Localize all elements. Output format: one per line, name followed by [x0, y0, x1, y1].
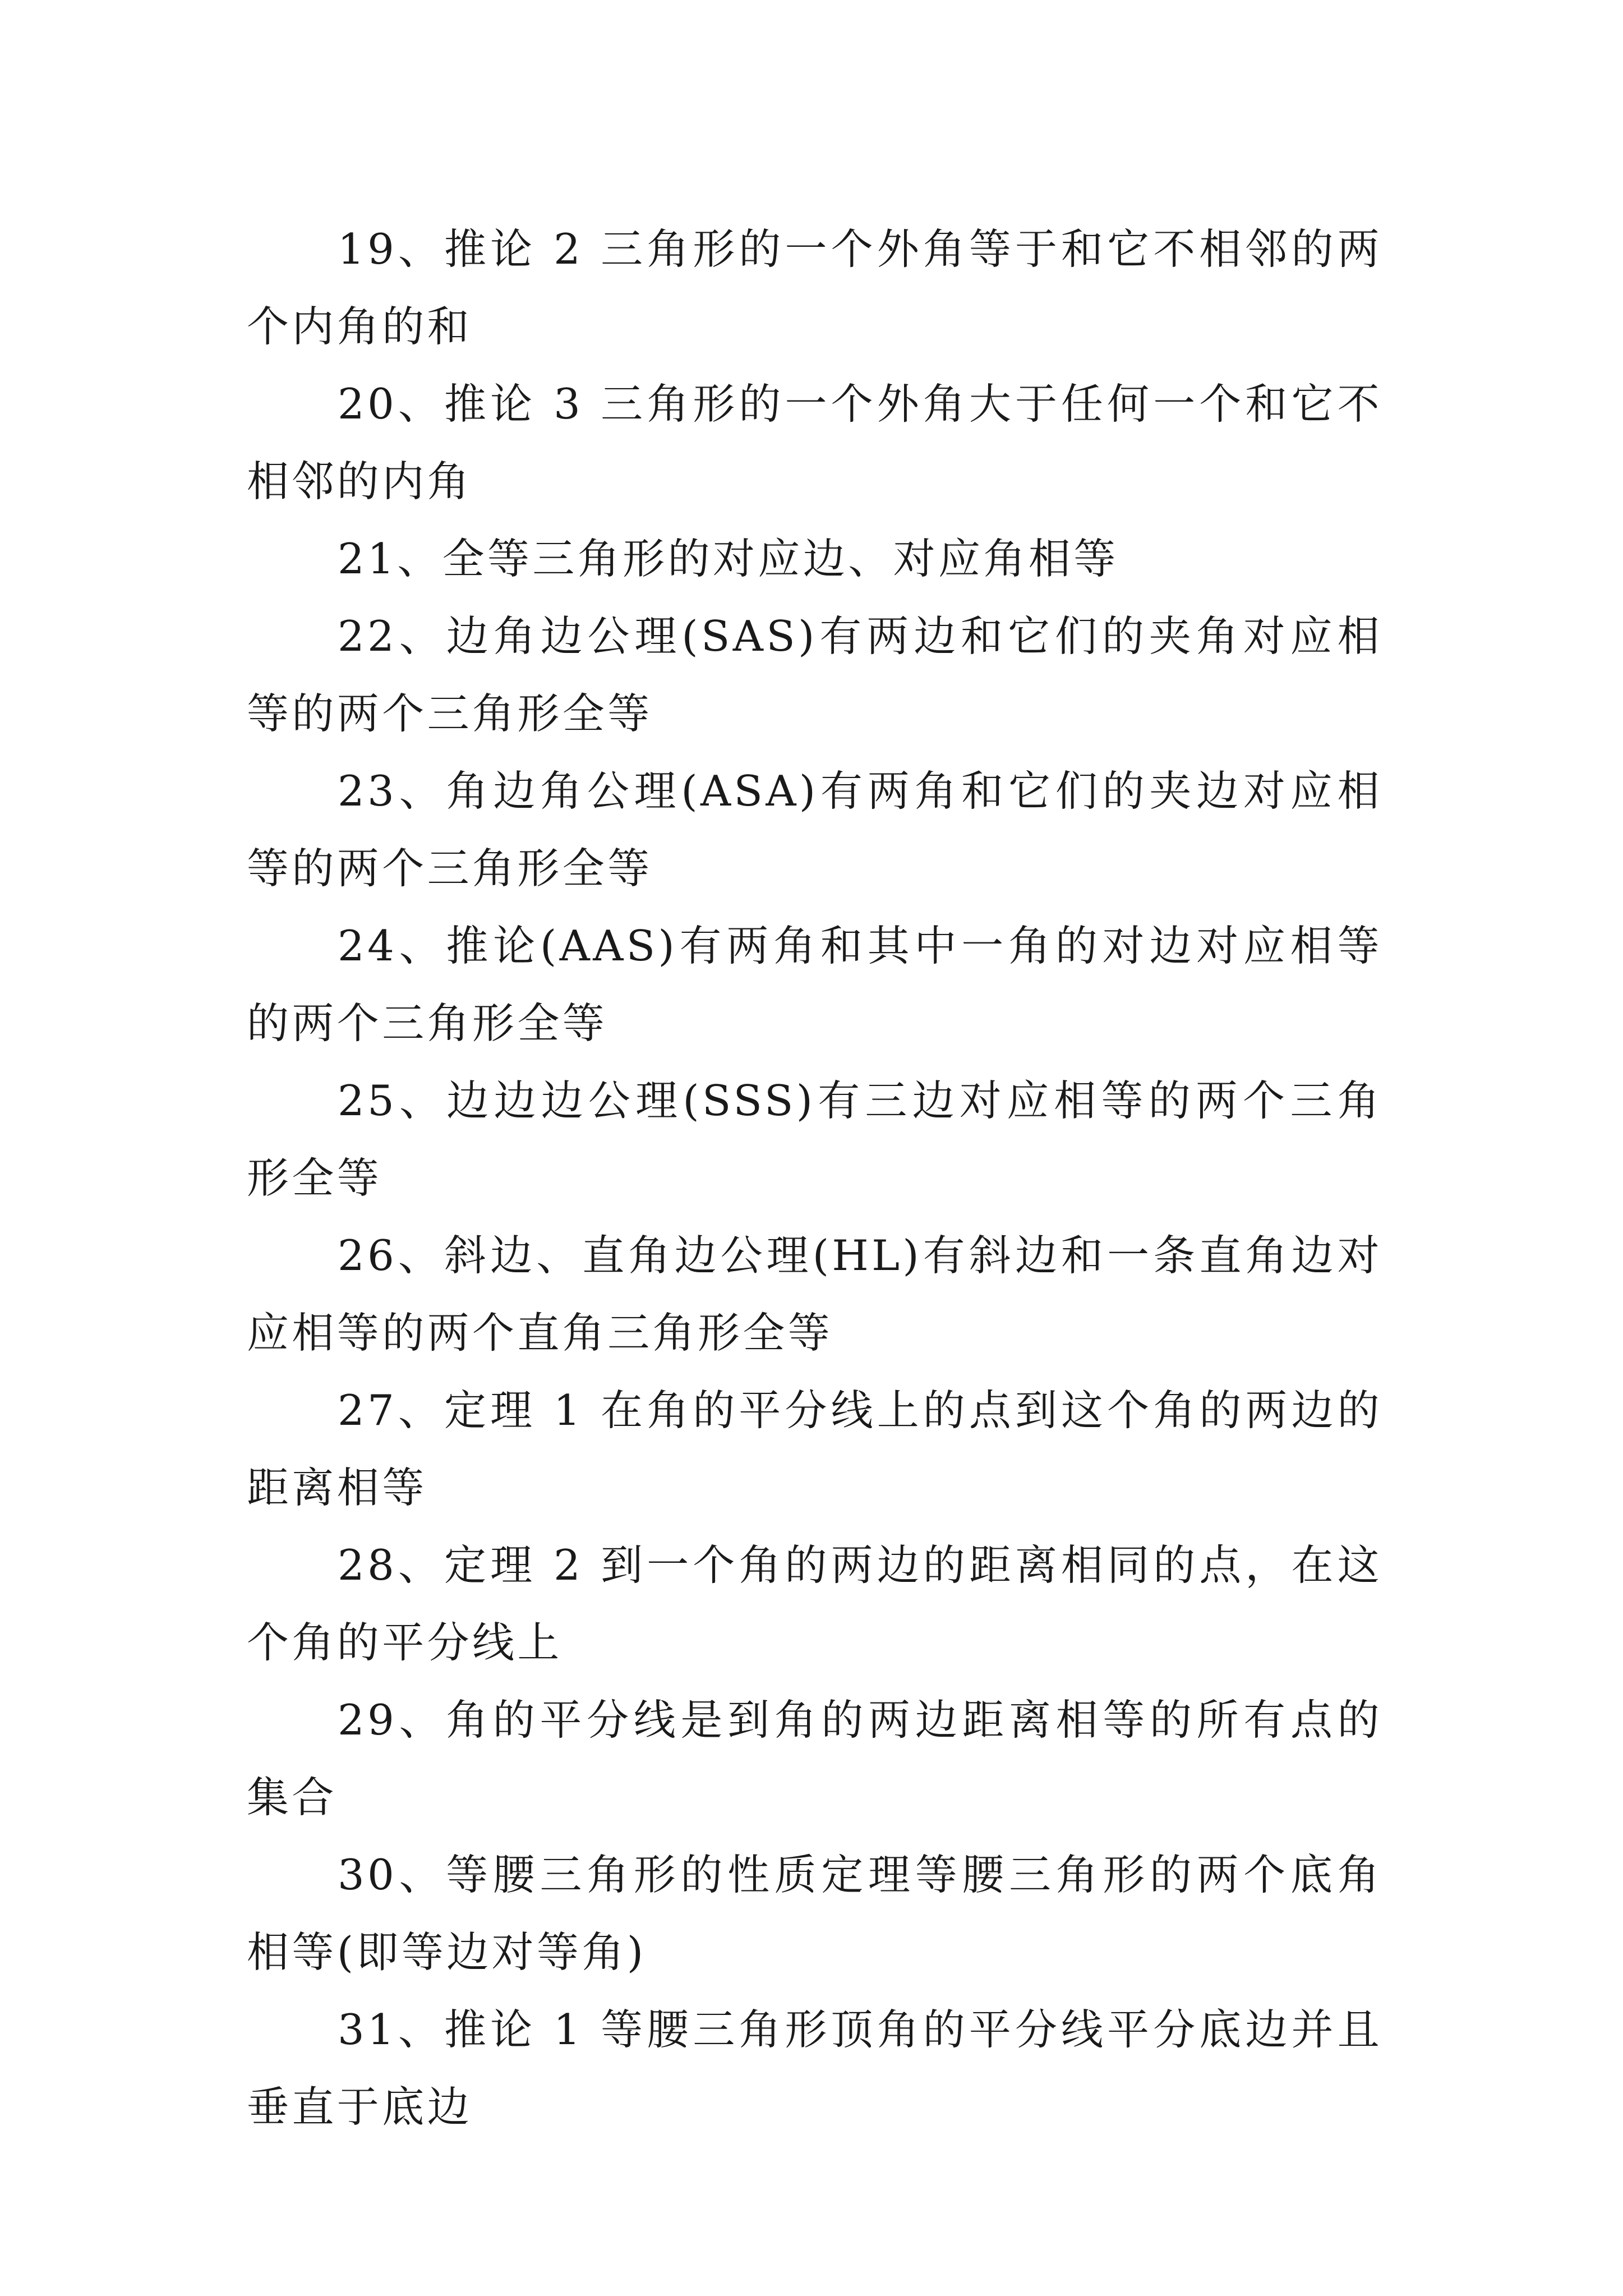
paragraph-25: 25、边边边公理(SSS)有三边对应相等的两个三角形全等 — [247, 1076, 1382, 1203]
paragraph-23: 23、角边角公理(ASA)有两角和它们的夹边对应相等的两个三角形全等 — [247, 766, 1382, 893]
paragraph-20: 20、推论 3 三角形的一个外角大于任何一个和它不相邻的内角 — [247, 379, 1382, 506]
paragraph-21: 21、全等三角形的对应边、对应角相等 — [338, 534, 1119, 583]
paragraph-27: 27、定理 1 在角的平分线上的点到这个角的两边的距离相等 — [247, 1386, 1382, 1512]
paragraph-31: 31、推论 1 等腰三角形顶角的平分线平分底边并且垂直于底边 — [247, 2005, 1382, 2132]
paragraph-30: 30、等腰三角形的性质定理等腰三角形的两个底角相等(即等边对等角) — [247, 1850, 1382, 1977]
paragraph-29: 29、角的平分线是到角的两边距离相等的所有点的集合 — [247, 1695, 1382, 1822]
paragraph-22: 22、边角边公理(SAS)有两边和它们的夹角对应相等的两个三角形全等 — [247, 611, 1382, 738]
document-body — [247, 210, 1382, 2146]
paragraph-24: 24、推论(AAS)有两角和其中一角的对边对应相等的两个三角形全等 — [247, 921, 1382, 1048]
paragraph-26: 26、斜边、直角边公理(HL)有斜边和一条直角边对应相等的两个直角三角形全等 — [247, 1231, 1382, 1358]
paragraph-28: 28、定理 2 到一个角的两边的距离相同的点，在这个角的平分线上 — [247, 1540, 1382, 1667]
paragraph-19: 19、推论 2 三角形的一个外角等于和它不相邻的两个内角的和 — [247, 224, 1382, 351]
